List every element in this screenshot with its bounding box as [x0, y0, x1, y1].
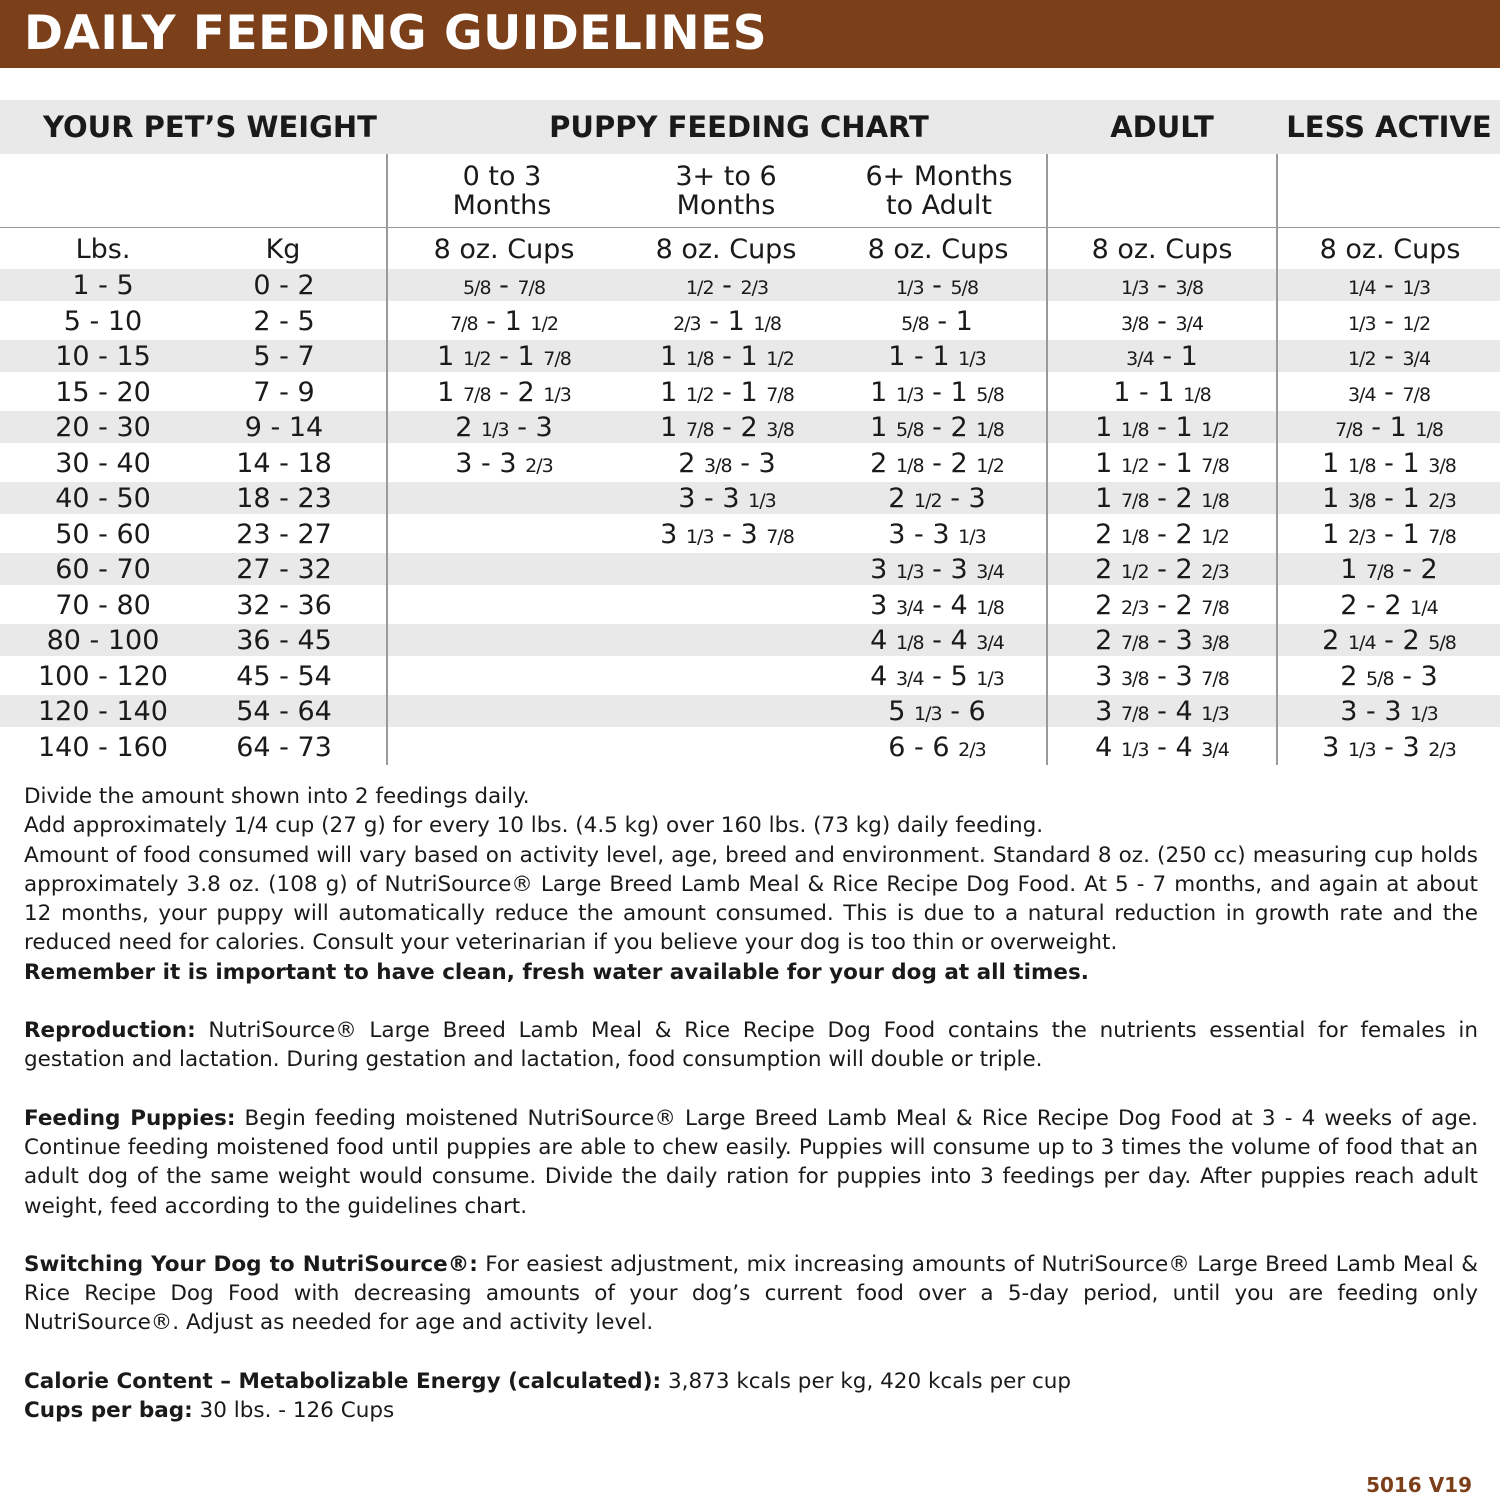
cell-kg: 0 - 2: [253, 270, 315, 301]
cell-puppy-6-adult: 2 1/8 - 2 1/2: [870, 447, 1004, 479]
cell-puppy-0-3: 2 1/3 - 3: [455, 412, 553, 443]
cell-puppy-6-adult: 3 - 3 1/3: [888, 518, 986, 550]
cell-lbs: 60 - 70: [55, 554, 151, 585]
cell-puppy-6-adult: 5/8 - 1: [901, 305, 973, 337]
spacer: [24, 1338, 1478, 1367]
cell-puppy-0-3: 5/8 - 7/8: [462, 270, 546, 301]
cell-less-active: 1 2/3 - 1 7/8: [1322, 518, 1456, 550]
cell-kg: 36 - 45: [236, 625, 332, 656]
cell-puppy-0-3: 1 1/2 - 1 7/8: [437, 341, 571, 372]
product-code: 5016 V19: [1366, 1473, 1472, 1497]
cell-puppy-3-6: 1 1/8 - 1 1/2: [660, 341, 794, 372]
cell-adult: 1 7/8 - 2 1/8: [1095, 483, 1229, 514]
header-adult: ADULT: [1110, 110, 1214, 144]
cell-puppy-0-3: 3 - 3 2/3: [455, 447, 553, 479]
cell-adult: 3 3/8 - 3 7/8: [1095, 660, 1229, 692]
column-divider: [386, 154, 388, 765]
cell-less-active: 1 1/8 - 1 3/8: [1322, 447, 1456, 479]
cell-adult: 4 1/3 - 4 3/4: [1095, 731, 1229, 763]
header-weight: YOUR PET’S WEIGHT: [43, 110, 377, 144]
note-water: Remember it is important to have clean, fresh water available for your dog at all times.: [24, 959, 1089, 985]
note-feeding-puppies: Feeding Puppies: Begin feeding moistened NutriSource® Large Breed Lamb Meal & Rice Recipe Dog Food at 3 - 4 weeks of age. Continue feeding moistened food until puppies are able to chew easily. Puppies will consume up to 3 times the volume of food that an adult dog of the same weight would consume. Divide the daily ration for puppies into 3 feedings per day. After puppies reach adult weight, feed according to the guidelines chart.: [24, 1105, 1478, 1219]
feeding-table: [0, 100, 1500, 765]
note-cups-per-bag: Cups per bag: 30 lbs. - 126 Cups: [24, 1398, 395, 1424]
column-divider: [1046, 154, 1048, 765]
note-divide: Divide the amount shown into 2 feedings daily.: [24, 784, 530, 809]
cell-puppy-6-adult: 1 - 1 1/3: [888, 341, 986, 372]
cell-puppy-6-adult: 4 1/8 - 4 3/4: [870, 625, 1004, 656]
cell-puppy-3-6: 3 1/3 - 3 7/8: [660, 518, 794, 550]
unit-lbs: Lbs.: [75, 234, 131, 265]
cell-adult: 2 1/8 - 2 1/2: [1095, 518, 1229, 550]
header-puppy: PUPPY FEEDING CHART: [549, 110, 929, 144]
spacer: [24, 987, 1478, 1016]
cell-less-active: 1/3 - 1/2: [1347, 305, 1431, 337]
cell-less-active: 7/8 - 1 1/8: [1335, 412, 1443, 443]
note-reproduction: Reproduction: NutriSource® Large Breed Lamb Meal & Rice Recipe Dog Food contains the nutrients essential for females in gestation and lactation. During gestation and lactation, food consumption will double or triple.: [24, 1018, 1478, 1073]
cell-puppy-3-6: 1 1/2 - 1 7/8: [660, 376, 794, 408]
unit-cups-puppy-3-6: 8 oz. Cups: [655, 234, 797, 265]
cell-lbs: 1 - 5: [72, 270, 134, 301]
unit-cups-puppy-0-3: 8 oz. Cups: [433, 234, 575, 265]
cell-less-active: 3/4 - 7/8: [1347, 376, 1431, 408]
cell-puppy-6-adult: 1 1/3 - 1 5/8: [870, 376, 1004, 408]
cell-less-active: 1/2 - 3/4: [1347, 341, 1431, 372]
feeding-notes: [24, 782, 1478, 1425]
cell-lbs: 100 - 120: [38, 660, 168, 692]
unit-cups-adult: 8 oz. Cups: [1091, 234, 1233, 265]
cell-lbs: 140 - 160: [38, 731, 168, 763]
cell-puppy-6-adult: 3 1/3 - 3 3/4: [870, 554, 1004, 585]
cell-puppy-3-6: 2 3/8 - 3: [678, 447, 776, 479]
unit-cups-less-active: 8 oz. Cups: [1319, 234, 1461, 265]
cell-adult: 2 1/2 - 2 2/3: [1095, 554, 1229, 585]
cell-kg: 18 - 23: [236, 483, 332, 514]
cell-adult: 2 2/3 - 2 7/8: [1095, 589, 1229, 621]
note-calorie: Calorie Content – Metabolizable Energy (calculated): 3,873 kcals per kg, 420 kcals per cup: [24, 1368, 1072, 1394]
cell-adult: 1 - 1 1/8: [1113, 376, 1211, 408]
header-divider: [0, 227, 1500, 228]
cell-lbs: 20 - 30: [55, 412, 151, 443]
cell-less-active: 2 1/4 - 2 5/8: [1322, 625, 1456, 656]
cell-puppy-3-6: 1/2 - 2/3: [685, 270, 769, 301]
cell-puppy-0-3: 1 7/8 - 2 1/3: [437, 376, 571, 408]
cell-lbs: 30 - 40: [55, 447, 151, 479]
spacer: [24, 1221, 1478, 1250]
cell-adult: 1 1/2 - 1 7/8: [1095, 447, 1229, 479]
cell-kg: 5 - 7: [253, 341, 315, 372]
cell-lbs: 10 - 15: [55, 341, 151, 372]
cell-less-active: 1/4 - 1/3: [1347, 270, 1431, 301]
cell-puppy-0-3: 7/8 - 1 1/2: [450, 305, 558, 337]
cell-kg: 45 - 54: [236, 660, 332, 692]
unit-kg: Kg: [265, 234, 301, 265]
note-additional: Add approximately 1/4 cup (27 g) for every 10 lbs. (4.5 kg) over 160 lbs. (73 kg) daily feeding.: [24, 813, 1044, 839]
cell-lbs: 5 - 10: [63, 305, 143, 337]
cell-lbs: 120 - 140: [38, 696, 168, 727]
cell-puppy-6-adult: 3 3/4 - 4 1/8: [870, 589, 1004, 621]
subheader-puppy-6-adult: 6+ Months to Adult: [865, 161, 1013, 221]
spacer: [24, 1075, 1478, 1104]
cell-puppy-6-adult: 1/3 - 5/8: [895, 270, 979, 301]
cell-puppy-3-6: 2/3 - 1 1/8: [673, 305, 781, 337]
cell-puppy-6-adult: 1 5/8 - 2 1/8: [870, 412, 1004, 443]
subheader-puppy-0-3: 0 to 3 Months: [452, 161, 552, 221]
cell-less-active: 3 1/3 - 3 2/3: [1322, 731, 1456, 763]
note-amount: Amount of food consumed will vary based on activity level, age, breed and environment. Standard 8 oz. (250 cc) measuring cup holds approximately 3.8 oz. (108 g) of NutriSource® Large Breed Lamb Meal & Rice Recipe Dog Food. At 5 - 7 months, and again at about 12 months, your puppy will automatically reduce the amount consumed. This is due to a natural reduction in growth rate and the reduced need for calories. Consult your veterinarian if you believe your dog is too thin or overweight.: [24, 842, 1478, 956]
cell-adult: 2 7/8 - 3 3/8: [1095, 625, 1229, 656]
cell-kg: 2 - 5: [253, 305, 315, 337]
cell-less-active: 3 - 3 1/3: [1340, 696, 1438, 727]
cell-lbs: 40 - 50: [55, 483, 151, 514]
cell-puppy-6-adult: 2 1/2 - 3: [888, 483, 986, 514]
page-title: DAILY FEEDING GUIDELINES: [24, 6, 768, 61]
cell-kg: 27 - 32: [236, 554, 332, 585]
cell-puppy-6-adult: 5 1/3 - 6: [888, 696, 986, 727]
cell-lbs: 50 - 60: [55, 518, 151, 550]
column-divider: [1276, 154, 1278, 765]
title-banner: [0, 0, 1500, 68]
cell-kg: 14 - 18: [236, 447, 332, 479]
cell-kg: 64 - 73: [236, 731, 332, 763]
cell-puppy-3-6: 1 7/8 - 2 3/8: [660, 412, 794, 443]
note-switching: Switching Your Dog to NutriSource®: For easiest adjustment, mix increasing amounts of NutriSource® Large Breed Lamb Meal & Rice Recipe Dog Food with decreasing amounts of your dog’s current food over a 5-day period, until you are feeding only NutriSource®. Adjust as needed for age and activity level.: [24, 1251, 1479, 1336]
cell-adult: 3 7/8 - 4 1/3: [1095, 696, 1229, 727]
cell-less-active: 2 - 2 1/4: [1340, 589, 1438, 621]
cell-lbs: 80 - 100: [46, 625, 160, 656]
cell-kg: 23 - 27: [236, 518, 332, 550]
cell-kg: 32 - 36: [236, 589, 332, 621]
cell-adult: 3/4 - 1: [1126, 341, 1198, 372]
cell-puppy-6-adult: 6 - 6 2/3: [888, 731, 986, 763]
unit-cups-puppy-6-adult: 8 oz. Cups: [867, 234, 1009, 265]
cell-kg: 9 - 14: [244, 412, 324, 443]
cell-lbs: 70 - 80: [55, 589, 151, 621]
cell-adult: 3/8 - 3/4: [1120, 305, 1204, 337]
cell-less-active: 2 5/8 - 3: [1340, 660, 1438, 692]
subheader-puppy-3-6: 3+ to 6 Months: [675, 161, 777, 221]
cell-kg: 54 - 64: [236, 696, 332, 727]
cell-puppy-6-adult: 4 3/4 - 5 1/3: [870, 660, 1004, 692]
cell-adult: 1 1/8 - 1 1/2: [1095, 412, 1229, 443]
cell-less-active: 1 3/8 - 1 2/3: [1322, 483, 1456, 514]
cell-kg: 7 - 9: [253, 376, 315, 408]
cell-puppy-3-6: 3 - 3 1/3: [678, 483, 776, 514]
cell-adult: 1/3 - 3/8: [1120, 270, 1204, 301]
cell-less-active: 1 7/8 - 2: [1340, 554, 1438, 585]
header-less-active: LESS ACTIVE: [1286, 110, 1492, 144]
cell-lbs: 15 - 20: [55, 376, 151, 408]
